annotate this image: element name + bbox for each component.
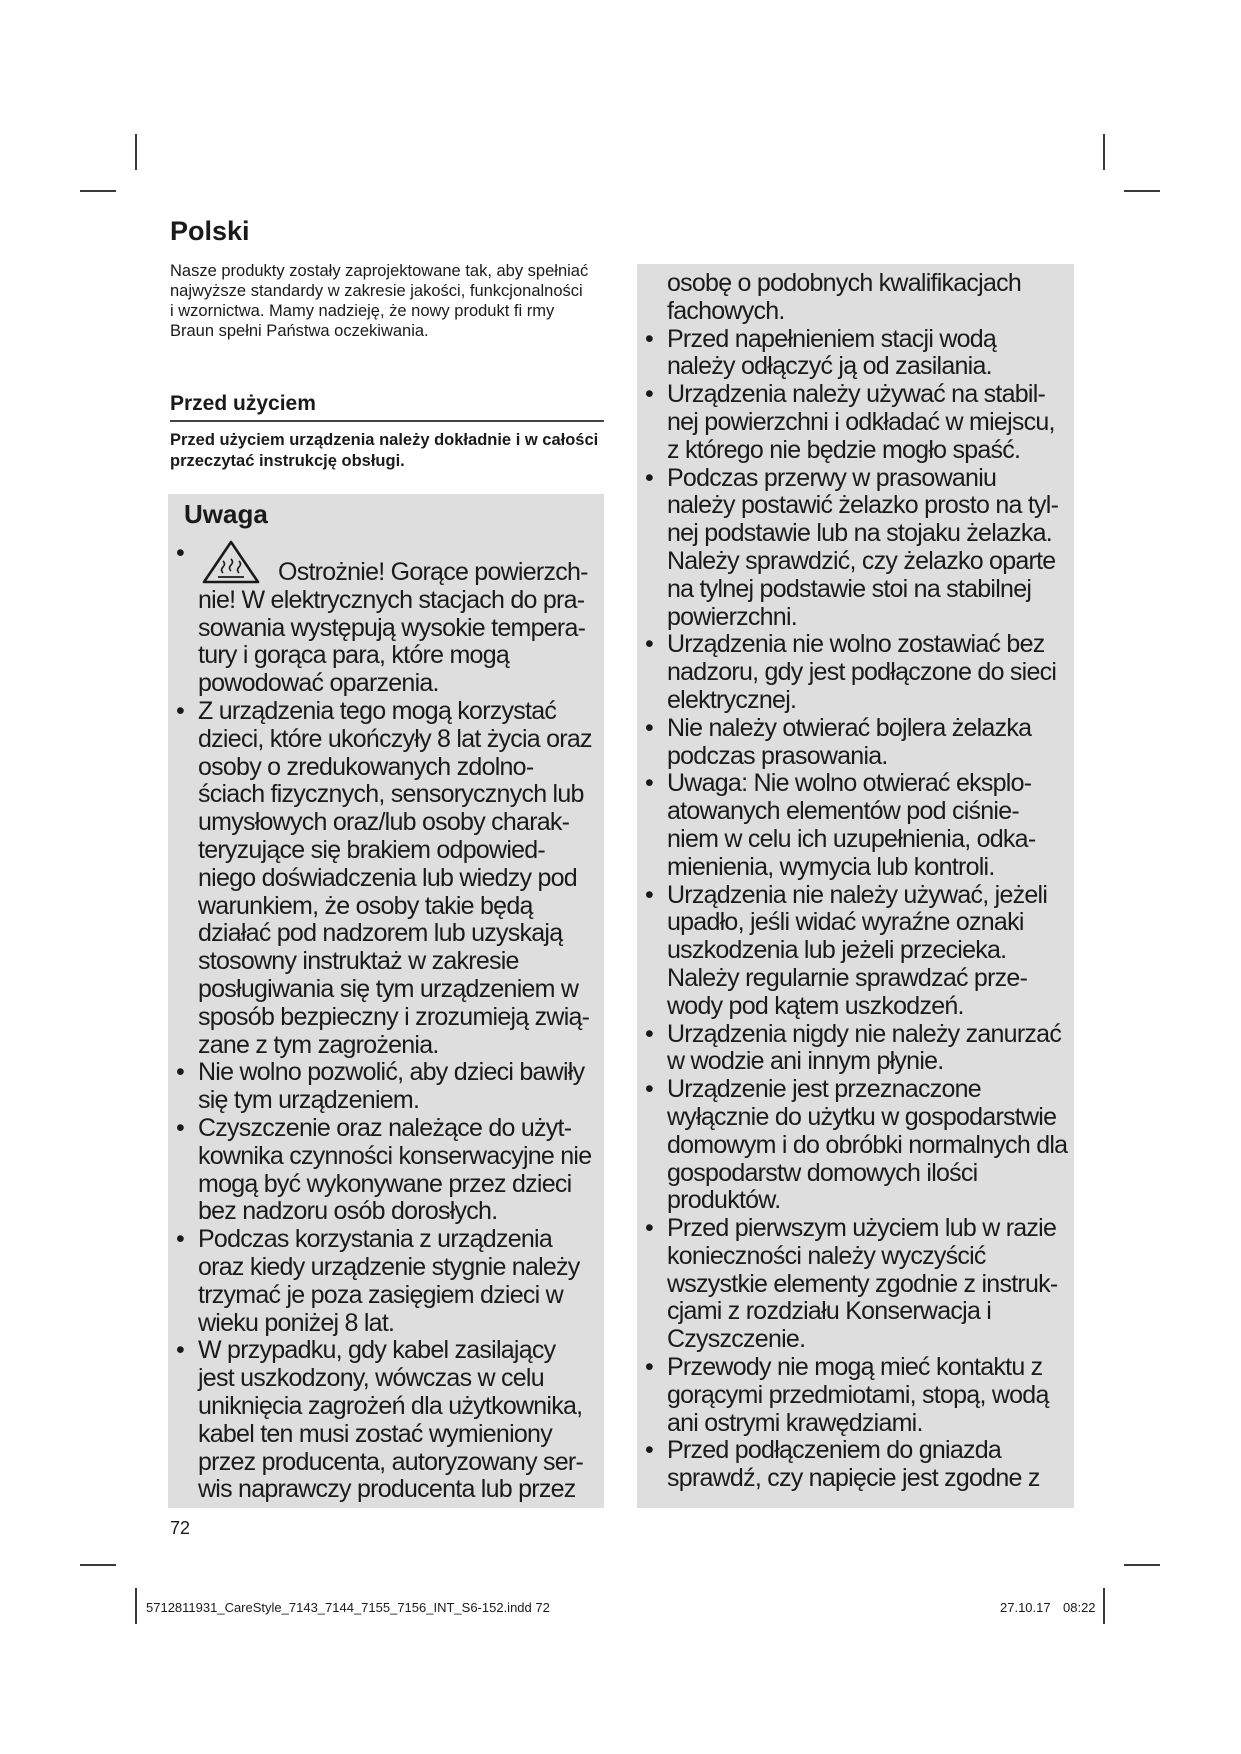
page-number: 72 <box>170 1518 191 1538</box>
intro-paragraph: Nasze produkty zostały zaprojektowane tak, aby spełniać najwyższe standardy w zakresie jakości, funkcjonalności i wzornictwa. Mamy nadzieję, że nowy produkt fi rmy Braun spełni Państwa oczekiwania. <box>170 262 589 340</box>
list-item: • Urządzenia należy używać na stabil-nej powierzchni i odkładać w miejscu, z którego nie będzie mogło spaść. <box>645 381 1068 464</box>
warning-title: Uwaga <box>184 499 268 529</box>
list-item: • Przewody nie mogą mieć kontaktu z gorącymi przedmiotami, stopą, wodą ani ostrymi krawędziami. <box>645 1354 1068 1437</box>
crop-mark <box>135 134 137 170</box>
list-item: • Urządzenia nie należy używać, jeżeli upadło, jeśli widać wyraźne oznaki uszkodzenia lub jeżeli przecieka. Należy regularnie sprawdzać prze-wody pod kątem uszkodzeń. <box>645 882 1068 1021</box>
warning-box-right <box>637 264 1074 1508</box>
list-item: • Urządzenie jest przeznaczone wyłącznie do użytku w gospodarstwie domowym i do obróbki normalnych dla gospodarstw domowych ilości produktów. <box>645 1076 1068 1215</box>
list-item: • Podczas przerwy w prasowaniu należy postawić żelazko prosto na tyl-nej podstawie lub na stojaku żelazka. Należy sprawdzić, czy żelazko oparte na tylnej podstawie stoi na stabilnej powierzchni. <box>645 465 1068 632</box>
list-item: • Urządzenia nie wolno zostawiać bez nadzoru, gdy jest podłączone do sieci elektrycznej. <box>645 631 1068 714</box>
list-item <box>176 540 596 698</box>
warning-box-left <box>168 494 604 1508</box>
crop-mark <box>80 1564 116 1566</box>
footer-date: 27.10.17 <box>1000 1600 1051 1615</box>
list-item: • Przed napełnieniem stacji wodą należy odłączyć ją od zasilania. <box>645 326 1068 382</box>
crop-mark <box>135 1588 137 1624</box>
list-item: • Uwaga: Nie wolno otwierać eksplo-atowanych elementów pod ciśnie-niem w celu ich uzupełnienia, odka-mienienia, wymycia lub kontroli. <box>645 770 1068 881</box>
crop-mark <box>1103 134 1105 170</box>
list-item-text: Ostrożnie! Gorące powierzch-nie! W elektrycznych stacjach do pra-sowania występują wysokie tempera-tury i gorąca para, które mogą powodować oparzenia. <box>198 558 588 698</box>
list-item: • Czyszczenie oraz należące do użyt-kownika czynności konserwacyjne nie mogą być wykonywane przez dzieci bez nadzoru osób dorosłych. <box>176 1115 596 1226</box>
footer-file-name: 5712811931_CareStyle_7143_7144_7155_7156_INT_S6-152.indd 72 <box>146 1600 550 1615</box>
list-item: • Z urządzenia tego mogą korzystać dzieci, które ukończyły 8 lat życia oraz osoby o zredukowanych zdolno-ściach fizycznych, sensorycznych lub umysłowych oraz/lub osoby charak-teryzujące się brakiem odpowied-niego doświadczenia lub wiedzy pod warunkiem, że osoby takie będą działać pod nadzorem lub uzyskają stosowny instruktaż w zakresie posługiwania się tym urządzeniem w sposób bezpieczny i zrozumieją zwią-zane z tym zagrożenia. <box>176 698 596 1059</box>
list-item: • Urządzenia nigdy nie należy zanurzać w wodzie ani innym płynie. <box>645 1021 1068 1077</box>
list-item: • Przed pierwszym użyciem lub w razie konieczności należy wyczyścić wszystkie elementy zgodnie z instruk-cjami z rozdziału Konserwacja i Czyszczenie. <box>645 1215 1068 1354</box>
crop-mark <box>1103 1588 1105 1624</box>
list-item: • W przypadku, gdy kabel zasilający jest uszkodzony, wówczas w celu uniknięcia zagrożeń dla użytkownika, kabel ten musi zostać wymieniony przez producenta, autoryzowany ser-wis naprawczy producenta lub przez <box>176 1337 596 1504</box>
warning-list-left <box>176 540 596 1504</box>
list-item: • Podczas korzystania z urządzenia oraz kiedy urządzenie stygnie należy trzymać je poza zasięgiem dzieci w wieku poniżej 8 lat. <box>176 1226 596 1337</box>
list-item: • Nie należy otwierać bojlera żelazka podczas prasowania. <box>645 715 1068 771</box>
hot-surface-warning-icon <box>202 540 260 584</box>
section-note: Przed użyciem urządzenia należy dokładnie i w całości przeczytać instrukcję obsługi. <box>170 431 599 470</box>
footer-time: 08:22 <box>1063 1600 1096 1615</box>
warning-list-right <box>645 270 1068 1493</box>
crop-mark <box>1124 190 1160 192</box>
list-item: • Przed podłączeniem do gniazda sprawdź, czy napięcie jest zgodne z <box>645 1437 1068 1493</box>
crop-mark <box>80 190 116 192</box>
crop-mark <box>1124 1564 1160 1566</box>
language-title: Polski <box>170 216 250 246</box>
section-heading: Przed użyciem <box>170 392 604 422</box>
list-item: • Nie wolno pozwolić, aby dzieci bawiły się tym urządzeniem. <box>176 1059 596 1115</box>
list-item-continuation: osobę o podobnych kwalifikacjach fachowych. <box>667 269 1022 325</box>
